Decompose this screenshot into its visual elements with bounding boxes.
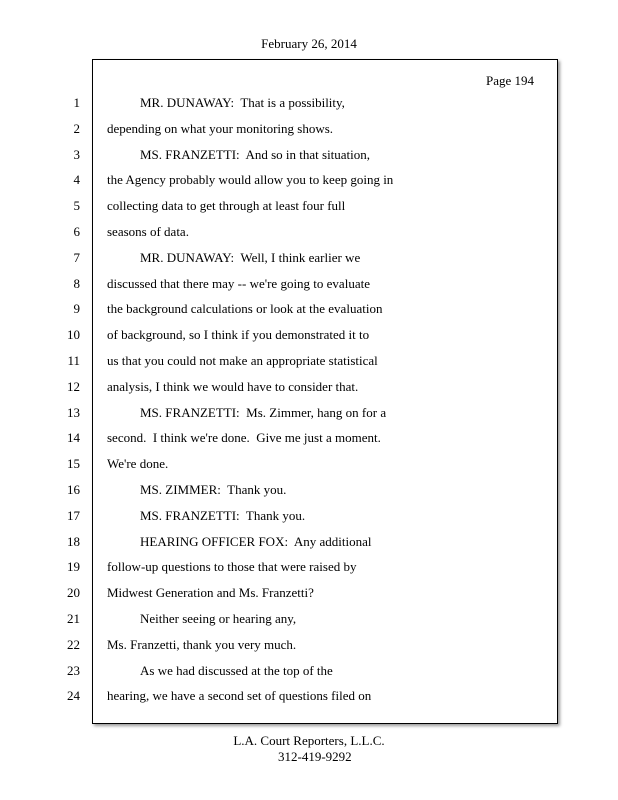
transcript-line: [0, 95, 618, 121]
line-number: 15: [67, 456, 80, 472]
line-number: 20: [67, 585, 80, 601]
line-number: 21: [67, 611, 80, 626]
line-number: 8: [73, 275, 80, 291]
line-number: 17: [67, 507, 80, 523]
transcript-line: [0, 688, 618, 714]
line-number: 22: [67, 636, 80, 652]
line-text: of background, so I think if you demonstrated it to: [107, 327, 370, 343]
line-text: depending on what your monitoring shows.: [107, 120, 334, 136]
line-number: 1: [73, 95, 80, 110]
line-number: 24: [67, 688, 80, 704]
line-text: discussed that there may -- we're going to evaluate: [107, 275, 370, 291]
line-text: the Agency probably would allow you to keep going in: [107, 172, 394, 188]
footer-firm-name: L.A. Court Reporters, L.L.C.: [233, 733, 385, 748]
transcript-line: [0, 508, 618, 534]
transcript-line: [0, 430, 618, 456]
line-text: analysis, I think we would have to consider that.: [107, 378, 359, 394]
line-text: Neither seeing or hearing any,: [140, 611, 297, 626]
line-number: 6: [73, 224, 80, 239]
transcript-line: [0, 198, 618, 224]
line-text: the background calculations or look at the evaluation: [107, 301, 383, 317]
line-number: 9: [73, 301, 80, 317]
line-text: second. I think we're done. Give me just a moment.: [107, 430, 381, 446]
transcript-line: [0, 147, 618, 173]
transcript-line: [0, 353, 618, 379]
line-text: MS. FRANZETTI: Thank you.: [140, 507, 306, 523]
transcript-line: [0, 559, 618, 585]
line-number: 11: [67, 353, 80, 368]
line-text: Midwest Generation and Ms. Franzetti?: [107, 585, 314, 601]
line-number: 23: [67, 662, 80, 678]
line-text: Ms. Franzetti, thank you very much.: [107, 636, 297, 652]
line-number: 16: [67, 482, 80, 497]
footer-phone: 312-419-9292: [278, 749, 352, 764]
transcript-line: [0, 456, 618, 482]
line-number: 12: [67, 378, 80, 394]
header-date: February 26, 2014: [261, 36, 357, 51]
line-text: seasons of data.: [107, 224, 189, 239]
page-number: Page 194: [486, 73, 535, 88]
line-text: MR. DUNAWAY: Well, I think earlier we: [140, 249, 361, 265]
line-text: MR. DUNAWAY: That is a possibility,: [140, 95, 345, 110]
line-text: We're done.: [107, 456, 169, 472]
transcript-line: [0, 276, 618, 302]
transcript-line: [0, 250, 618, 276]
line-number: 13: [67, 404, 80, 420]
line-text: collecting data to get through at least four full: [107, 198, 346, 214]
transcript-line: [0, 585, 618, 611]
line-number: 10: [67, 327, 80, 343]
transcript-line: [0, 379, 618, 405]
line-number: 5: [73, 198, 80, 214]
line-text: follow-up questions to those that were raised by: [107, 559, 357, 575]
line-number: 19: [67, 559, 80, 575]
transcript-line: [0, 663, 618, 689]
transcript-line: [0, 224, 618, 250]
line-number: 4: [73, 172, 80, 188]
line-number: 2: [73, 120, 80, 136]
transcript-line: [0, 121, 618, 147]
line-number: 14: [67, 430, 80, 446]
line-text: MS. FRANZETTI: And so in that situation,: [140, 146, 371, 162]
line-number: 7: [73, 249, 80, 265]
transcript-line: [0, 327, 618, 353]
line-text: us that you could not make an appropriate statistical: [107, 353, 378, 368]
transcript-line: [0, 301, 618, 327]
transcript-line: [0, 637, 618, 663]
transcript-line: [0, 172, 618, 198]
line-number: 3: [73, 146, 80, 162]
transcript-line: [0, 611, 618, 637]
transcript-line: [0, 534, 618, 560]
line-text: As we had discussed at the top of the: [140, 662, 333, 678]
line-text: HEARING OFFICER FOX: Any additional: [140, 533, 372, 549]
line-text: MS. FRANZETTI: Ms. Zimmer, hang on for a: [140, 404, 387, 420]
transcript-line: [0, 482, 618, 508]
transcript-line: [0, 405, 618, 431]
line-text: hearing, we have a second set of questions filed on: [107, 688, 372, 704]
line-number: 18: [67, 533, 80, 549]
line-text: MS. ZIMMER: Thank you.: [140, 482, 287, 497]
